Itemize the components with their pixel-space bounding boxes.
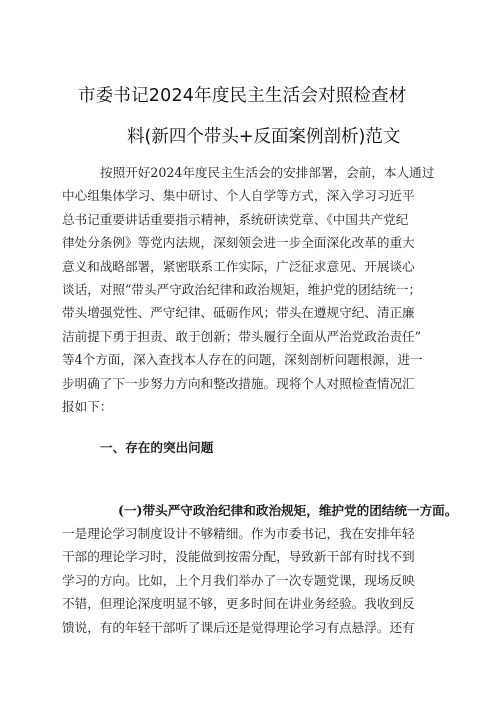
intro-line: 带头增强党性、严守纪律、砥砺作风；带头在遵规守纪、清正廉 bbox=[62, 305, 415, 321]
intro-line: 按照开好2024年度民主生活会的安排部署，会前，本人通过 bbox=[100, 165, 435, 180]
intro-line: 步明确了下一步努力方向和整改措施。现将个人对照检查情况汇 bbox=[62, 375, 415, 391]
intro-line: 谈话，对照“带头严守政治纪律和政治规矩，维护党的团结统一； bbox=[62, 282, 422, 297]
intro-line: 意义和战略部署，紧密联系工作实际，广泛征求意见、开展谈心 bbox=[62, 258, 415, 274]
intro-line: 洁前提下勇于担责、敢于创新；带头履行全面从严治党政治责任” bbox=[62, 328, 422, 344]
body-line: 不错，但理论深度明显不够，更多时间在讲业务经验。我收到反 bbox=[62, 596, 415, 612]
intro-line: 总书记重要讲话重要指示精神，系统研读党章、《中国共产党纪 bbox=[62, 211, 409, 227]
body-line: 馈说，有的年轻干部听了课后还是觉得理论学习有点悬浮。还有 bbox=[62, 619, 415, 635]
intro-line: 中心组集体学习、集中研讨、个人自学等方式，深入学习习近平 bbox=[62, 188, 415, 204]
section-heading: 一、存在的突出问题 bbox=[100, 440, 214, 455]
body-line: 学习的方向。比如，上个月我们举办了一次专题党课，现场反映 bbox=[62, 572, 415, 588]
document-title-line-2: 料(新四个带头+反面案例剖析)范文 bbox=[127, 127, 401, 147]
intro-line: 报如下： bbox=[62, 399, 113, 414]
intro-line: 律处分条例》等党内法规，深刻领会进一步全面深化改革的重大 bbox=[62, 235, 415, 251]
body-line: 干部的理论学习时，没能做到按需分配，导致新干部有时找不到 bbox=[62, 549, 415, 565]
subsection-heading: (一)带头严守政治纪律和政治规矩，维护党的团结统一方面。 bbox=[118, 503, 458, 518]
intro-line: 等4个方面，深入查找本人存在的问题，深刻剖析问题根源，进一 bbox=[62, 352, 423, 368]
document-title-line-1: 市委书记2024年度民主生活会对照检查材 bbox=[78, 86, 407, 106]
body-line: 一是理论学习制度设计不够精细。作为市委书记，我在安排年轻 bbox=[62, 526, 415, 541]
